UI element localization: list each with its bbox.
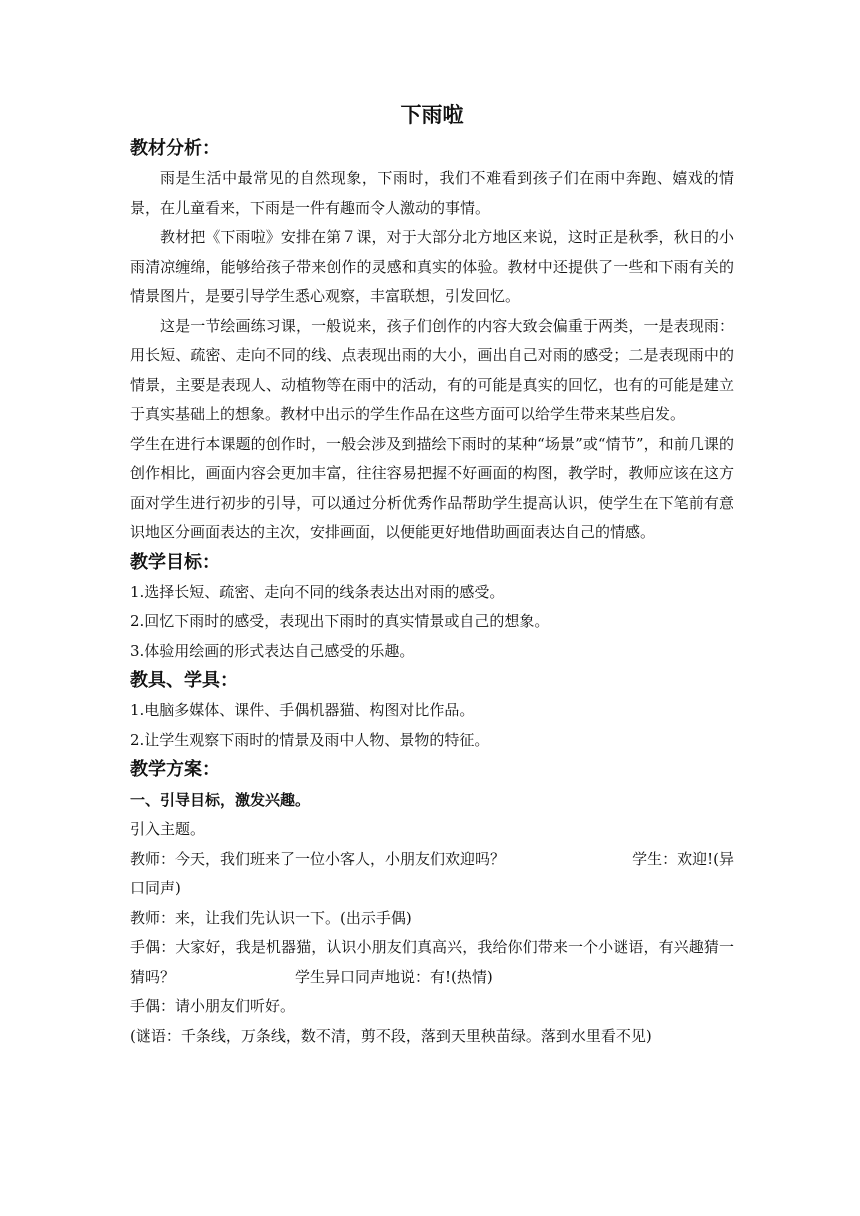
analysis-paragraph-4: 学生在进行本课题的创作时，一般会涉及到描绘下雨时的某种“场景”或“情节”，和前几课的创作相比，画面内容会更加丰富，往往容易把握不好画面的构图，教学时，教师应该在这方面对学生进行初步的引导，可以通过分析优秀作品帮助学生提高认识，使学生在下笔前有意识地区分画面表达的主次，安排画面，以便能更好地借助画面表达自己的情感。 xyxy=(130,434,734,541)
section-heading-tools: 教具、学具： xyxy=(130,670,238,691)
tool-item: 2.让学生观察下雨时的情景及雨中人物、景物的特征。 xyxy=(130,730,490,749)
section-heading-goals: 教学目标： xyxy=(130,551,220,573)
goal-item: 1.选择长短、疏密、走向不同的线条表达出对雨的感受。 xyxy=(130,582,505,601)
dialog-puppet-line: 手偶：大家好，我是机器猫，认识小朋友们真高兴，我给你们带来一个小谜语，有兴趣猜一猜吗？ xyxy=(130,938,734,986)
goal-item: 2.回忆下雨时的感受，表现出下雨时的真实情景或自己的想象。 xyxy=(130,612,550,630)
dialog-teacher-welcome xyxy=(130,845,734,875)
dialog-student-line-continued: 口同声) xyxy=(130,879,181,897)
dialog-students-reply: 学生异口同声地说：有!(热情) xyxy=(295,967,493,986)
goal-item: 3.体验用绘画的形式表达自己感受的乐趣。 xyxy=(130,641,415,660)
dialog-puppet-greeting xyxy=(130,933,734,992)
section-heading-analysis: 教材分析： xyxy=(130,138,220,159)
plan-intro: 引入主题。 xyxy=(130,820,206,838)
section-heading-plan: 教学方案： xyxy=(130,759,220,780)
dialog-teacher-line: 教师：今天，我们班来了一位小客人，小朋友们欢迎吗？ xyxy=(130,849,506,868)
dialog-puppet-listen: 手偶：请小朋友们听好。 xyxy=(130,997,296,1015)
analysis-paragraph-1: 雨是生活中最常见的自然现象，下雨时，我们不难看到孩子们在雨中奔跑、嬉戏的情景，在儿童看来，下雨是一件有趣而令人激动的事情。 xyxy=(130,169,734,217)
dialog-student-line: 学生：欢迎!(异 xyxy=(632,849,734,868)
riddle-text: (谜语：千条线，万条线，数不清，剪不段，落到天里秧苗绿。落到水里看不见) xyxy=(130,1026,652,1045)
analysis-paragraph-3: 这是一节绘画练习课，一般说来，孩子们创作的内容大致会偏重于两类，一是表现雨：用长短、疏密、走向不同的线、点表现出雨的大小，画出自己对雨的感受；二是表现雨中的情景，主要是表现人、动植物等在雨中的活动，有的可能是真实的回忆，也有的可能是建立于真实基础上的想象。教材中出示的学生作品在这些方面可以给学生带来某些启发。 xyxy=(130,316,734,423)
analysis-paragraph-2: 教材把《下雨啦》安排在第７课，对于大部分北方地区来说，这时正是秋季，秋日的小雨清凉缠绵，能够给孩子带来创作的灵感和真实的体验。教材中还提供了一些和下雨有关的情景图片，是要引导学生悉心观察，丰富联想，引发回忆。 xyxy=(130,228,734,305)
dialog-teacher-introduce: 教师：来，让我们先认识一下。(出示手偶) xyxy=(130,908,412,927)
tool-item: 1.电脑多媒体、课件、手偶机器猫、构图对比作品。 xyxy=(130,701,475,719)
document-title: 下雨啦 xyxy=(400,103,464,127)
plan-subheading: 一、引导目标，激发兴趣。 xyxy=(130,791,311,809)
